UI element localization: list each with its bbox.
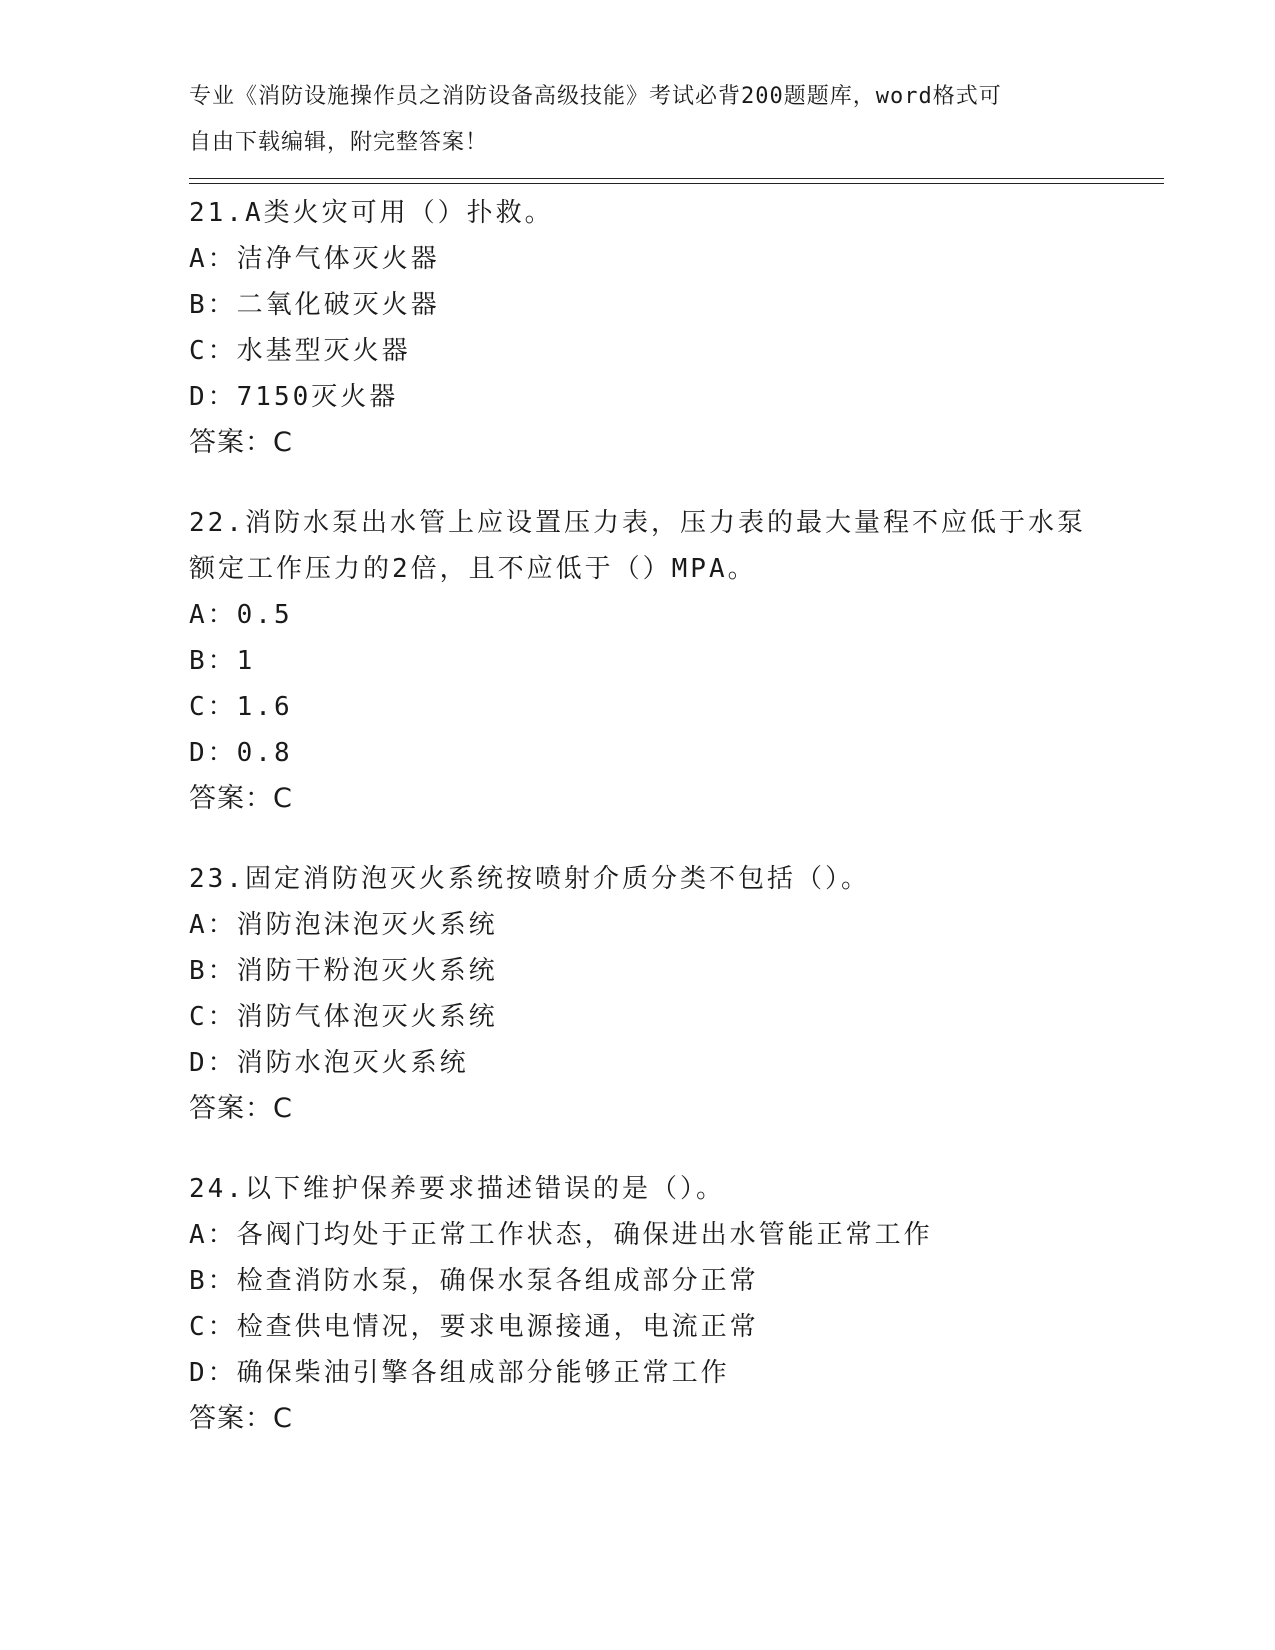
question-21 [189,190,1149,466]
question-list [189,190,1149,1476]
option-d: D：7150灭火器 [189,382,399,412]
option-c: C：消防气体泡灭火系统 [189,1002,498,1032]
document-header [189,74,1089,166]
answer-label: 答案：C [189,1403,293,1434]
question-23 [189,856,1149,1132]
option-a: A：各阀门均处于正常工作状态，确保进出水管能正常工作 [189,1220,933,1250]
question-stem: 21.A类火灾可用（）扑救。 [189,198,554,228]
option-a: A：洁净气体灭火器 [189,244,440,274]
question-stem: 23.固定消防泡灭火系统按喷射介质分类不包括（）。 [189,864,870,894]
answer-label: 答案：C [189,1093,293,1124]
question-stem: 24.以下维护保养要求描述错误的是（）。 [189,1174,725,1204]
question-stem-continued: 额定工作压力的2倍，且不应低于（）MPA。 [189,554,757,584]
question-24 [189,1166,1149,1442]
option-b: B：二氧化破灭火器 [189,290,440,320]
option-a: A：消防泡沫泡灭火系统 [189,910,498,940]
option-d: D：消防水泡灭火系统 [189,1048,469,1078]
question-22 [189,500,1149,822]
option-c: C：1.6 [189,692,293,722]
answer-label: 答案：C [189,427,293,458]
option-b: B：检查消防水泵，确保水泵各组成部分正常 [189,1266,759,1296]
header-line-2: 自由下载编辑，附完整答案！ [189,130,489,155]
option-c: C：检查供电情况，要求电源接通，电流正常 [189,1312,759,1342]
header-divider-bottom [189,183,1164,184]
question-stem: 22.消防水泵出水管上应设置压力表，压力表的最大量程不应低于水泵 [189,508,1086,538]
option-c: C：水基型灭火器 [189,336,411,366]
answer-label: 答案：C [189,783,293,814]
option-d: D：确保柴油引擎各组成部分能够正常工作 [189,1358,730,1388]
option-b: B：1 [189,646,256,676]
option-a: A：0.5 [189,600,293,630]
header-divider-top [189,178,1164,179]
header-line-1: 专业《消防设施操作员之消防设备高级技能》考试必背200题题库，word格式可 [189,84,1002,109]
option-b: B：消防干粉泡灭火系统 [189,956,498,986]
option-d: D：0.8 [189,738,293,768]
